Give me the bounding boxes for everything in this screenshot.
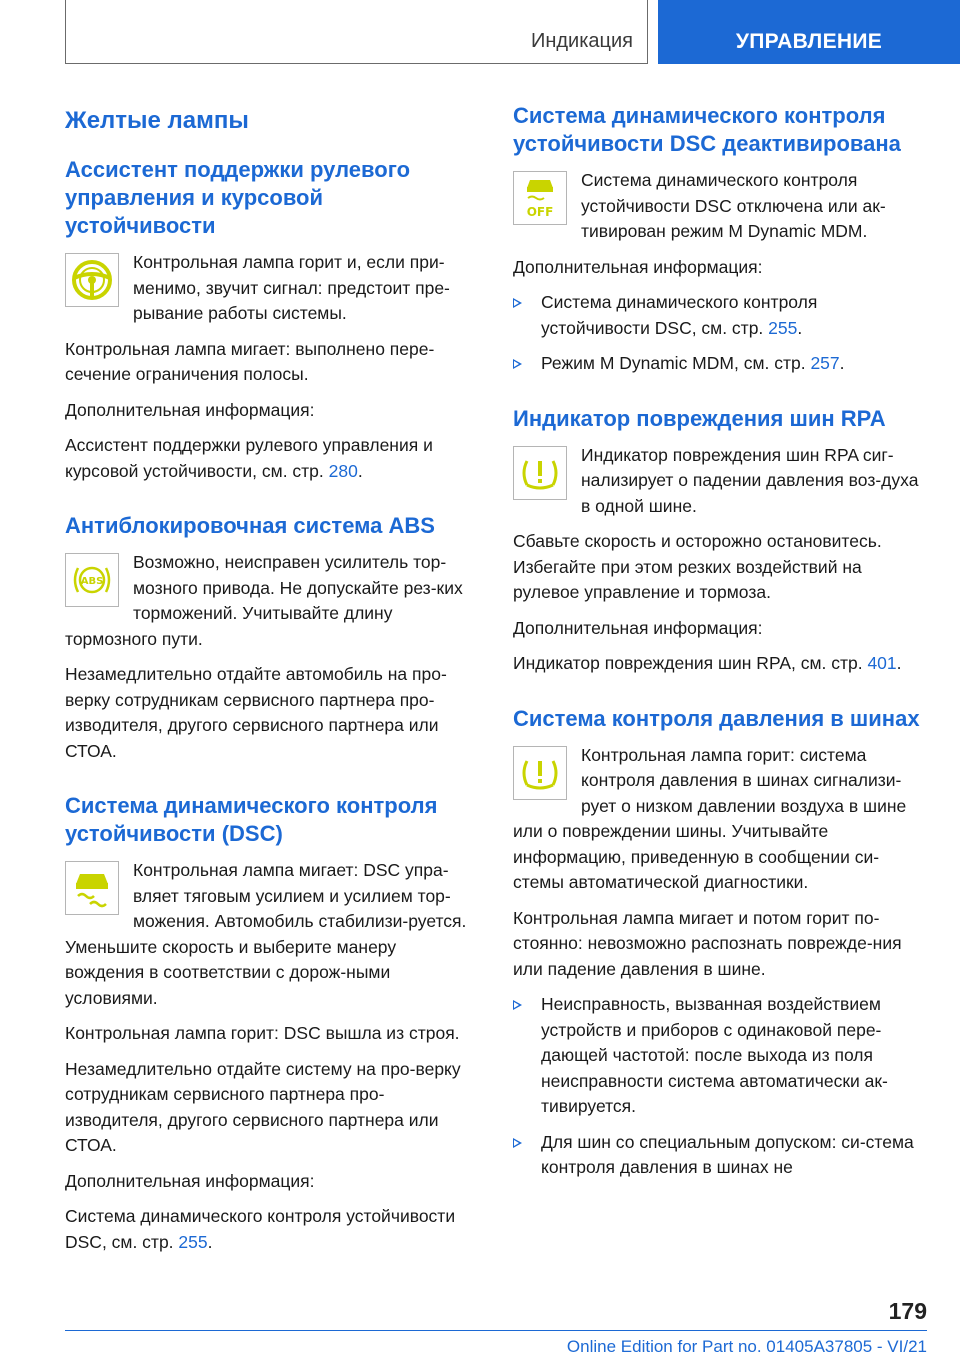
- bullet-triangle-icon: [513, 1000, 522, 1010]
- steering-wheel-icon: [65, 253, 119, 307]
- dsc-heading: Система динамического контроля устойчивости (DSC): [65, 793, 438, 846]
- dsc-p1: Контрольная лампа мигает: DSC упра-вляет тяговым усилием и усилием тор-можения. Автомобиль стабилизи-руется. Уменьшите скорость и выберите манеру вождения в соответствии с дорож-ными условиями.: [65, 860, 467, 1008]
- header-section-box: [65, 0, 648, 64]
- list-item: Неисправность, вызванная воздействием устройств и приборов с одинаковой пере-дающей частотой: после выхода из поля неисправности система автоматически ак-тивируется.: [513, 992, 929, 1120]
- tpm-heading: Система контроля давления в шинах: [513, 705, 920, 731]
- footer-divider: [65, 1330, 927, 1331]
- dsc-p5: Система динамического контроля устойчивости DSC, см. стр. 255.: [65, 1206, 456, 1252]
- dsc-off-heading: Система динамического контроля устойчивости DSC деактивирована: [513, 103, 901, 156]
- list-item: Система динамического контроля устойчивости DSC, см. стр. 255.: [513, 290, 929, 341]
- dsc-p2: Контрольная лампа горит: DSC вышла из строя.: [65, 1023, 460, 1043]
- steering-p1: Контрольная лампа горит и, если при-менимо, звучит сигнал: предстоит пре-рывание работы системы.: [133, 252, 450, 323]
- rpa-heading: Индикатор повреждения шин RPA: [513, 405, 886, 431]
- tpm-p2: Контрольная лампа мигает и потом горит по-стоянно: невозможно распознать поврежде-ния или падение давления в шине.: [513, 907, 902, 979]
- tire-pressure-icon: [513, 746, 567, 800]
- header-chapter-title: УПРАВЛЕНИЕ: [735, 30, 883, 53]
- rpa-p4: Индикатор повреждения шин RPA, см. стр. 401.: [513, 653, 902, 673]
- steering-heading: Ассистент поддержки рулевого управления и курсовой устойчивости: [65, 157, 411, 238]
- steering-p3: Дополнительная информация:: [65, 399, 315, 420]
- rpa-p2: Сбавьте скорость и осторожно остановитесь. Избегайте при этом резких воздействий на рулевое управление и тормоза.: [513, 531, 882, 602]
- abs-icon: [65, 553, 119, 607]
- rpa-p3: Дополнительная информация:: [513, 617, 763, 638]
- right-column: [513, 100, 929, 1191]
- dsc-off-p1: Система динамического контроля устойчивости DSC отключена или ак-тивирован режим M Dynamic MDM.: [581, 170, 886, 241]
- steering-page-link[interactable]: 280: [328, 460, 358, 481]
- abs-icon-label: ABS: [80, 576, 104, 587]
- page-number: 179: [888, 1298, 927, 1324]
- dsc-off-page-link-1[interactable]: 255: [768, 317, 798, 338]
- steering-ref-text: Ассистент поддержки рулевого управления и курсовой устойчивости, см. стр.: [65, 435, 433, 481]
- abs-p2: Незамедлительно отдайте автомобиль на про-верку сотрудникам сервисного партнера про-изводителя, другого сервисного партнера или СТОА.: [65, 664, 447, 761]
- abs-p1: Возможно, неисправен усилитель тор-мозного привода. Не допускайте рез-ких торможений. Учитывайте длину тормозного пути.: [65, 552, 463, 649]
- list-item: Режим M Dynamic MDM, см. стр. 257.: [513, 351, 929, 377]
- rpa-page-link[interactable]: 401: [867, 653, 897, 673]
- dsc-off-icon: [513, 171, 567, 225]
- dsc-ref-text: Система динамического контроля устойчивости DSC, см. стр.: [65, 1206, 456, 1252]
- dsc-off-page-link-2[interactable]: 257: [810, 353, 840, 373]
- dsc-skidding-car-icon: [65, 861, 119, 915]
- dsc-off-p2: Дополнительная информация:: [513, 256, 763, 277]
- steering-p2: Контрольная лампа мигает: выполнено пере-сечение ограничения полосы.: [65, 338, 435, 384]
- header-section-title: Индикация: [530, 30, 633, 52]
- rpa-p1: Индикатор повреждения шин RPA сиг-нализирует о падении давления воз-духа в одной шине.: [581, 444, 919, 516]
- rpa-ref-text: Индикатор повреждения шин RPA, см. стр.: [513, 653, 868, 673]
- page-title: Желтые лампы: [65, 107, 249, 134]
- dsc-page-link[interactable]: 255: [178, 1231, 208, 1252]
- tpm-list: [513, 992, 929, 1181]
- tpm-p1: Контрольная лампа горит: система контроля давления в шинах сигнализи-рует о низком давлении воздуха в шине или о повреждении шины. Учитывайте информацию, приведенную в сообщении си-стемы автоматической диагностики.: [513, 744, 907, 892]
- bullet-triangle-icon: [513, 359, 522, 369]
- dsc-off-icon-label: OFF: [526, 205, 554, 219]
- dsc-p3: Незамедлительно отдайте систему на про-верку сотрудникам сервисного партнера про-изводителя, другого сервисного партнера или СТОА.: [65, 1058, 461, 1155]
- tire-warning-icon: [513, 446, 567, 500]
- bullet-triangle-icon: [513, 1138, 522, 1148]
- dsc-off-list: [513, 290, 929, 377]
- abs-heading: Антиблокировочная система ABS: [65, 513, 435, 538]
- bullet-triangle-icon: [513, 298, 522, 308]
- header-chapter-box: [658, 0, 960, 64]
- left-column: [65, 100, 477, 1265]
- footer-edition: Online Edition for Part no. 01405A37805 - VI/21: [566, 1337, 927, 1356]
- dsc-p4: Дополнительная информация:: [65, 1170, 315, 1191]
- steering-p4: Ассистент поддержки рулевого управления и курсовой устойчивости, см. стр. 280.: [65, 435, 433, 481]
- list-item: Для шин со специальным допуском: си-стема контроля давления в шинах не: [513, 1130, 929, 1181]
